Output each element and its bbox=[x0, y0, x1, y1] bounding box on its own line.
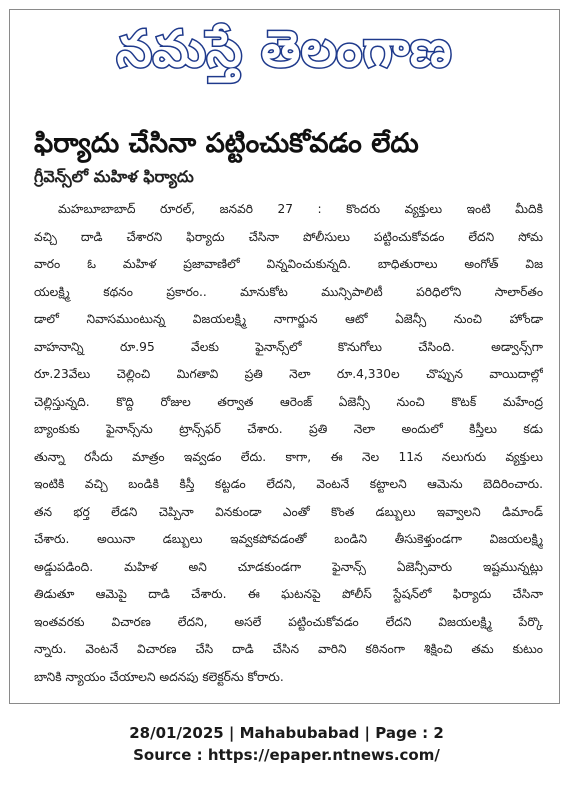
article-body-line: బానికి న్యాయం చేయాలని అదనపు కలెక్టర్‌ను కోరారు. bbox=[34, 669, 284, 684]
article-body bbox=[34, 196, 543, 691]
article-subheadline: గ్రీవెన్స్‌లో మహిళ ఫిర్యాదు bbox=[34, 167, 194, 186]
article-body-line: చేశారు. అయినా డబ్బులు ఇవ్వకపోవడంతో బండిని తీసుకెళ్తుండగా విజయలక్ష్మి bbox=[34, 532, 543, 546]
newspaper-masthead bbox=[10, 16, 559, 94]
article-body-line: తిడుతూ ఆమెపై దాడి చేశారు. ఈ ఘటనపై పోలీస్ స్టేషన్‌లో ఫిర్యాదు చేసినా bbox=[34, 587, 543, 601]
article-body-line: అడ్డుపడింది. మహిళ అని చూడకుండగా ఫైనాన్స్ ఏజెన్సీవారు ఇష్టమున్నట్లు bbox=[34, 559, 543, 574]
article-body-line: తున్నా రసీదు మాత్రం ఇవ్వడం లేదు. కాగా, ఈ నెల 11న నలుగురు వ్యక్తులు bbox=[34, 449, 543, 464]
article-body-line: రూ.23వేలు చెల్లించి మిగతావి ప్రతి నెలా రూ.4,330ల చొప్పున వాయిదాల్లో bbox=[34, 367, 543, 381]
article-body-line: వచ్చి దాడి చేశారని ఫిర్యాదు చేసినా పోలీసులు పట్టించుకోవడం లేదని సోమ bbox=[34, 229, 543, 244]
article-body-line: న్నారు. వెంటనే విచారణ చేసి దాడి చేసిన వారిని కఠినంగా శిక్షించి తమ కుటుం bbox=[34, 642, 543, 656]
article-body-line: వారం ఓ మహిళ ప్రజావాణిలో విన్నవించుకున్నది. బాధితురాలు అంగోత్ విజ bbox=[34, 257, 543, 271]
footer-date-edition-page: 28/01/2025 | Mahabubabad | Page : 2 bbox=[129, 724, 444, 742]
masthead-title: నమస్తే తెలంగాణ bbox=[116, 19, 453, 78]
article-clipping-frame bbox=[9, 9, 560, 704]
article-body-line: ఇంతవరకు విచారణ లేదని, అసలే పట్టించుకోవడం లేదని విజయలక్ష్మి పేర్కొ bbox=[34, 614, 543, 629]
article-body-line: డాలో నివాసముంటున్న విజయలక్ష్మి నాగార్జున ఆటో ఏజెన్సీ నుంచి హోండా bbox=[34, 312, 543, 326]
article-body-line: యలక్ష్మి కథనం ప్రకారం.. మానుకోట మున్సిపాలిటీ పరిధిలోని సాలార్‌తం bbox=[34, 284, 543, 299]
article-body-line: ఇంటికి వచ్చి బండికి కిస్తీ కట్టడం లేదని, వెంటనే కట్టాలని ఆమెను బెదిరించారు. bbox=[34, 477, 543, 491]
article-body-line: బ్యాంకుకు ఫైనాన్స్‌ను ట్రాన్స్‌ఫర్ చేశారు. ప్రతి నెలా అందులో కిస్తీలు కడు bbox=[34, 422, 543, 436]
article-body-line: వాహనాన్ని రూ.95 వేలకు ఫైనాన్స్‌లో కొనుగోలు చేసింది. అడ్వాన్స్‌గా bbox=[34, 339, 543, 354]
article-body-line: తన భర్త లేడని చెప్పినా వినకుండా ఎంతో కొంత డబ్బులు ఇవ్వాలని డిమాండ్ bbox=[34, 504, 543, 519]
article-headline: ఫిర్యాదు చేసినా పట్టించుకోవడం లేదు bbox=[34, 128, 419, 159]
news-article bbox=[10, 126, 559, 691]
clipping-footer bbox=[0, 722, 573, 766]
article-body-line: చెల్లిస్తున్నది. కొద్ది రోజుల తర్వాత ఆరెంజ్ ఏజెన్సీ నుంచి కొటక్ మహేంద్ర bbox=[34, 394, 543, 409]
footer-source: Source : https://epaper.ntnews.com/ bbox=[133, 746, 440, 764]
article-body-line: మహబూబాబాద్ రూరల్, జనవరి 27 : కొందరు వ్యక్తులు ఇంటి మీదికి bbox=[58, 202, 543, 216]
